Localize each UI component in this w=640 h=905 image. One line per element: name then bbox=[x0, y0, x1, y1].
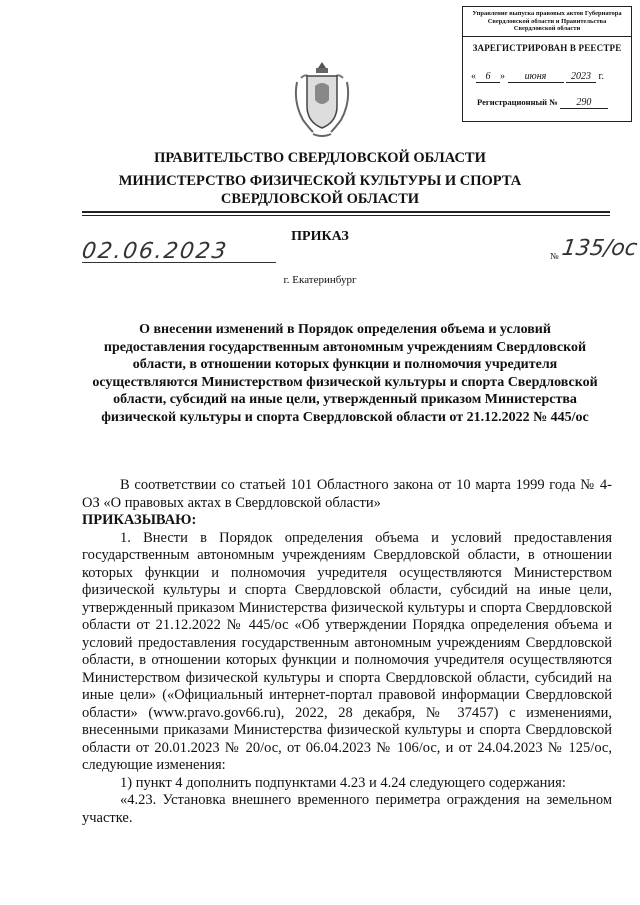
item-4-23: «4.23. Установка внешнего временного периметра ограждения на земельном участке. bbox=[82, 792, 612, 826]
handwritten-date: 02.06.2023 bbox=[80, 239, 230, 264]
stamp-reg-number-row bbox=[477, 97, 631, 109]
city: г. Екатеринбург bbox=[283, 274, 357, 286]
org-government: ПРАВИТЕЛЬСТВО СВЕРДЛОВСКОЙ ОБЛАСТИ bbox=[154, 150, 486, 166]
stamp-date bbox=[471, 71, 631, 83]
org-ministry bbox=[0, 172, 640, 208]
item-1: 1. Внести в Порядок определения объема и условий предоставления государственным автономным учреждениям Свердловской области, в отношении которых функции и полномочия учредителя осуществляются Министерством физической культуры и спорта Свердловской области, субсидий на иные цели, утвержденный приказом Министерства физической культуры и спорта Свердловской области от 21.12.2022 № 445/ос «Об утверждении Порядка определения объема и условий предоставления государственным автономным учреждениям Свердловской области, в отношении которых функции и полномочия учредителя осуществляются Министерством физической культуры и спорта Свердловской области, субсидий на иные цели» («Официальный интернет-портал правовой информации Свердловской области» (www.pravo.gov66.ru), 2022, 28 декабря, № 37457) с изменениями, внесенными приказами Министерства физической культуры и спорта Свердловской области от 20.01.2023 № 20/ос, от 06.04.2023 № 106/ос, и от 24.04.2023 № 125/ос, следующие изменения: bbox=[82, 529, 612, 773]
subitem-1: 1) пункт 4 дополнить подпунктами 4.23 и 4.24 следующего содержания: bbox=[120, 774, 566, 791]
org-ministry-line2: СВЕРДЛОВСКОЙ ОБЛАСТИ bbox=[220, 191, 420, 207]
document-body bbox=[82, 477, 612, 827]
stamp-header: Управление выпуска правовых актов Губернатора Свердловской области и Правительства Свердловской области bbox=[463, 7, 631, 37]
document-type: ПРИКАЗ bbox=[291, 229, 349, 244]
coat-of-arms-icon bbox=[291, 60, 353, 140]
header-divider-thin bbox=[82, 215, 610, 216]
stamp-reg-label: Регистрационный № bbox=[477, 96, 558, 107]
stamp-quote-open: « bbox=[471, 70, 476, 82]
stamp-day: 6 bbox=[476, 71, 500, 83]
stamp-year: 2023 bbox=[566, 71, 596, 83]
stamp-month: июня bbox=[508, 71, 564, 83]
date-underline bbox=[82, 262, 276, 263]
stamp-reg-number: 290 bbox=[560, 97, 608, 109]
number-label: № bbox=[550, 251, 559, 261]
stamp-year-suffix: г. bbox=[598, 70, 604, 82]
order-word: ПРИКАЗЫВАЮ: bbox=[82, 512, 197, 528]
document-title: О внесении изменений в Порядок определения объема и условий предоставления государственным автономным учреждениям Свердловской области, в отношении которых функции и полномочия учредителя осуществляются Министерством физической культуры и спорта Свердловской области, субсидий на иные цели, утвержденный приказом Министерства физической культуры и спорта Свердловской области от 21.12.2022 № 445/ос bbox=[92, 322, 598, 425]
stamp-registered-label: ЗАРЕГИСТРИРОВАН В РЕЕСТРЕ bbox=[472, 42, 622, 53]
stamp-quote-close: » bbox=[500, 70, 505, 82]
registration-stamp bbox=[462, 6, 632, 122]
header-divider-thick bbox=[82, 211, 610, 213]
handwritten-number: 135/ос bbox=[560, 236, 639, 261]
preamble: В соответствии со статьей 101 Областного закона от 10 марта 1999 года № 4-ОЗ «О правовых актах в Свердловской области» bbox=[82, 477, 612, 511]
org-ministry-line1: МИНИСТЕРСТВО ФИЗИЧЕСКОЙ КУЛЬТУРЫ И СПОРТА bbox=[118, 173, 522, 189]
